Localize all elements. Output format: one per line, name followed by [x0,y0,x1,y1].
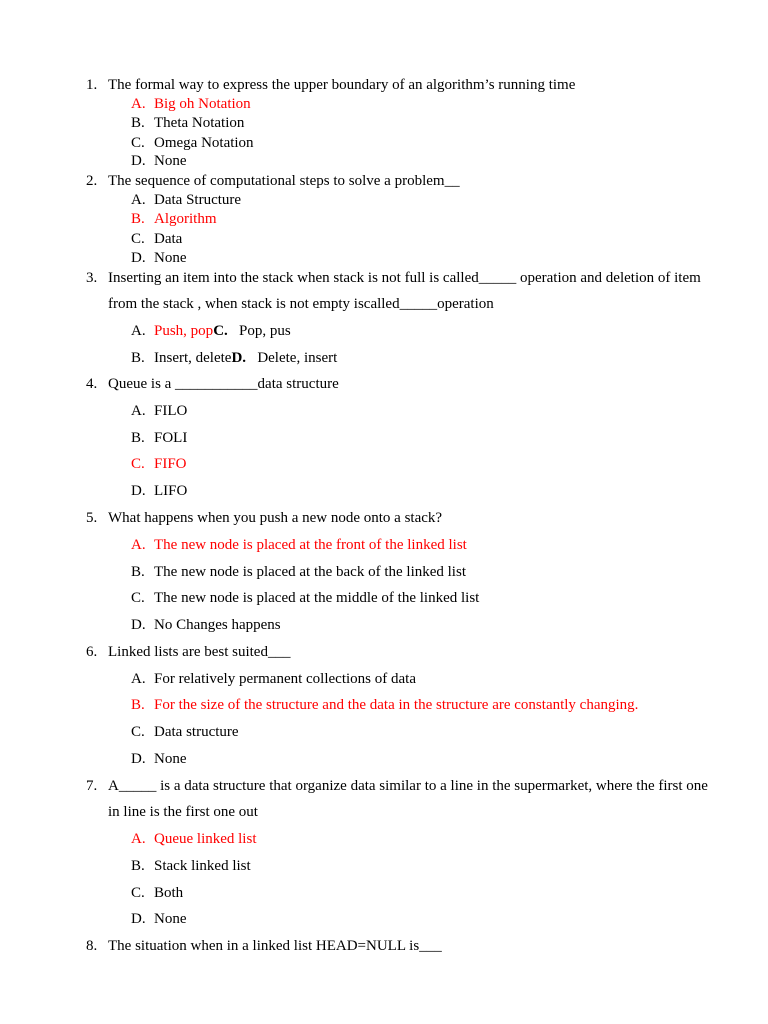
option-5b [0,563,768,581]
question-number: 5. [86,510,98,526]
option-4a [0,402,768,420]
question-text: The formal way to express the upper boundary of an algorithm’s running time [108,77,576,93]
option-4b [0,429,768,447]
option-text: Stack linked list [154,858,251,874]
question-6 [0,643,768,661]
option-letter: D. [131,483,146,499]
option-text: No Changes happens [154,617,281,633]
question-5 [0,509,768,527]
option-text: Theta Notation [154,115,245,131]
option-text: LIFO [154,483,188,499]
option-letter: D. [231,350,247,366]
option-letter: A. [131,671,146,687]
option-letter: C. [131,135,145,151]
option-text: Algorithm [154,211,217,227]
option-text: Push, pop [154,323,214,339]
question-number: 2. [86,173,98,189]
question-7-continued [0,803,768,821]
option-text: Pop, pus [239,323,291,339]
option-4c [0,455,768,473]
option-text: The new node is placed at the back of the linked list [154,564,466,580]
option-6b [0,696,768,714]
option-5d [0,616,768,634]
option-6c [0,723,768,741]
option-4d [0,482,768,500]
option-text: For the size of the structure and the data in the structure are constantly changing. [154,697,639,713]
option-letter: A. [131,831,146,847]
option-letter: C. [131,231,145,247]
option-1c [0,134,768,152]
option-letter: B. [131,697,145,713]
option-text: Data [154,231,183,247]
option-letter: B. [131,564,145,580]
option-7c [0,884,768,902]
option-2a [0,191,768,209]
option-letter: C. [131,885,145,901]
option-letter: D. [131,751,146,767]
option-letter: B. [131,211,145,227]
option-letter: C. [131,456,145,472]
option-letter: B. [131,350,145,366]
option-pair [154,349,337,367]
option-text: For relatively permanent collections of data [154,671,416,687]
question-text: The sequence of computational steps to solve a problem__ [108,173,460,189]
question-3-continued [0,295,768,313]
option-text: Delete, insert [257,350,338,366]
option-pair [154,322,291,340]
option-letter: B. [131,858,145,874]
option-letter: D. [131,911,146,927]
option-5c [0,589,768,607]
question-number: 7. [86,778,98,794]
option-7d [0,910,768,928]
option-1a [0,95,768,113]
option-2c [0,230,768,248]
question-8 [0,937,768,955]
question-number: 4. [86,376,98,392]
question-text: from the stack , when stack is not empty iscalled_____operation [108,296,494,312]
option-text: Omega Notation [154,135,254,151]
option-letter: C. [131,590,145,606]
question-3 [0,269,768,287]
question-4 [0,375,768,393]
option-letter: B. [131,430,145,446]
question-text: Queue is a ___________data structure [108,376,339,392]
option-letter: A. [131,96,146,112]
option-text: Both [154,885,184,901]
option-letter: C. [213,323,228,339]
question-1 [0,76,768,94]
option-5a [0,536,768,554]
option-text: The new node is placed at the front of the linked list [154,537,467,553]
option-3-row1 [0,322,768,340]
option-text: The new node is placed at the middle of the linked list [154,590,480,606]
option-text: FIFO [154,456,187,472]
option-letter: A. [131,537,146,553]
question-number: 1. [86,77,98,93]
option-letter: B. [131,115,145,131]
option-text: FOLI [154,430,188,446]
option-text: Data Structure [154,192,242,208]
question-text: What happens when you push a new node onto a stack? [108,510,443,526]
option-letter: C. [131,724,145,740]
option-text: Queue linked list [154,831,257,847]
option-text: Big oh Notation [154,96,251,112]
option-1d [0,152,768,170]
option-text: None [154,911,187,927]
option-letter: A. [131,323,146,339]
option-letter: D. [131,153,146,169]
option-letter: A. [131,403,146,419]
option-3-row2 [0,349,768,367]
question-2 [0,172,768,190]
question-text: The situation when in a linked list HEAD=NULL is___ [108,938,442,954]
option-text: None [154,250,187,266]
option-7a [0,830,768,848]
option-2b [0,210,768,228]
question-text: A_____ is a data structure that organize data similar to a line in the supermarket, where the first one [108,778,708,794]
option-text: Insert, delete [154,350,232,366]
option-text: FILO [154,403,188,419]
question-7 [0,777,768,795]
question-number: 3. [86,270,98,286]
question-number: 6. [86,644,98,660]
question-text: Linked lists are best suited___ [108,644,291,660]
option-text: None [154,153,187,169]
question-text: Inserting an item into the stack when stack is not full is called_____ operation and deletion of item [108,270,701,286]
option-6d [0,750,768,768]
question-text: in line is the first one out [108,804,258,820]
question-number: 8. [86,938,98,954]
option-1b [0,114,768,132]
option-7b [0,857,768,875]
option-text: None [154,751,187,767]
option-6a [0,670,768,688]
option-letter: A. [131,192,146,208]
option-text: Data structure [154,724,239,740]
option-letter: D. [131,250,146,266]
option-letter: D. [131,617,146,633]
option-2d [0,249,768,267]
